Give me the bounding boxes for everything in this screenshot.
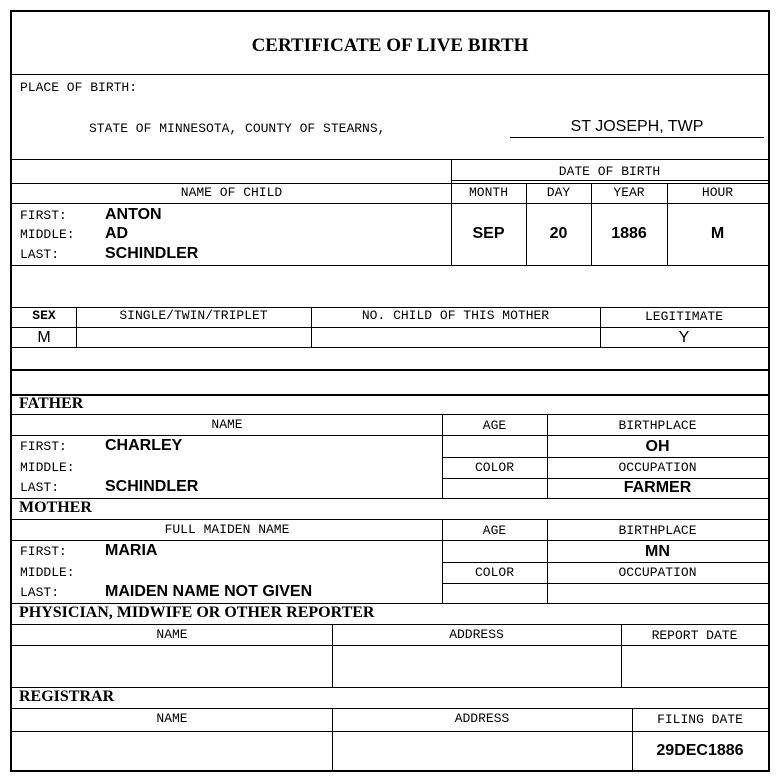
rule xyxy=(12,327,768,328)
registrar-name-label: NAME xyxy=(156,711,188,726)
sex-value: M xyxy=(37,329,51,346)
plurality-label: SINGLE/TWIN/TRIPLET xyxy=(119,308,268,323)
father-birthplace: OH xyxy=(645,438,670,455)
mother-middle-label: MIDDLE: xyxy=(20,565,75,580)
child-first-name: ANTON xyxy=(105,206,162,223)
birth-day: 20 xyxy=(549,225,568,242)
filing-date: 29DEC1886 xyxy=(656,742,744,759)
father-last-name: SCHINDLER xyxy=(105,478,199,495)
date-of-birth-header: DATE OF BIRTH xyxy=(558,164,661,179)
rule xyxy=(12,414,768,415)
mother-first-label: FIRST: xyxy=(20,544,67,559)
physician-address-label: ADDRESS xyxy=(449,627,504,642)
hour-label: HOUR xyxy=(701,185,734,200)
rule xyxy=(12,159,768,160)
birth-hour: M xyxy=(710,225,725,242)
registrar-section-heading: REGISTRAR xyxy=(19,688,115,705)
rule xyxy=(442,478,768,479)
rule xyxy=(442,583,768,584)
rule xyxy=(12,519,768,520)
child-first-label: FIRST: xyxy=(20,208,67,223)
rule xyxy=(451,180,768,181)
father-birthplace-label: BIRTHPLACE xyxy=(618,418,697,433)
rule xyxy=(12,265,768,266)
rule xyxy=(12,203,768,204)
rule xyxy=(12,183,768,184)
mother-first-name: MARIA xyxy=(105,542,158,559)
mother-birthplace: MN xyxy=(645,543,670,560)
child-middle-name: AD xyxy=(105,225,129,242)
rule xyxy=(442,562,768,563)
father-age-label: AGE xyxy=(482,418,507,433)
mother-section-heading: MOTHER xyxy=(19,499,92,516)
mother-occupation-label: OCCUPATION xyxy=(618,565,697,580)
rule xyxy=(12,369,768,371)
mother-name-header: FULL MAIDEN NAME xyxy=(164,522,290,537)
mother-color-label: COLOR xyxy=(474,565,514,580)
certificate-title: CERTIFICATE OF LIVE BIRTH xyxy=(251,35,529,56)
township-value: ST JOSEPH, TWP xyxy=(570,118,704,135)
township-underline xyxy=(510,137,764,138)
child-number-label: NO. CHILD OF THIS MOTHER xyxy=(361,308,550,323)
father-first-label: FIRST: xyxy=(20,439,67,454)
rule xyxy=(12,731,768,732)
rule xyxy=(12,624,768,625)
filing-date-label: FILING DATE xyxy=(657,712,743,727)
father-name-header: NAME xyxy=(211,417,243,432)
day-label: DAY xyxy=(546,185,571,200)
state-county-text: STATE OF MINNESOTA, COUNTY OF STEARNS, xyxy=(89,121,386,136)
report-date-label: REPORT DATE xyxy=(651,628,738,643)
registrar-address-label: ADDRESS xyxy=(454,711,510,726)
year-label: YEAR xyxy=(613,185,645,200)
rule xyxy=(12,645,768,646)
father-last-label: LAST: xyxy=(20,480,60,495)
rule xyxy=(12,687,768,688)
mother-age-label: AGE xyxy=(482,523,507,538)
birth-month: SEP xyxy=(472,225,505,242)
birth-year: 1886 xyxy=(611,225,647,242)
father-color-label: COLOR xyxy=(474,460,514,475)
rule xyxy=(12,394,768,396)
rule xyxy=(12,74,768,75)
child-last-name: SCHINDLER xyxy=(105,245,199,262)
father-occupation: FARMER xyxy=(623,479,692,496)
rule xyxy=(12,498,768,499)
rule xyxy=(12,435,768,436)
name-of-child-header: NAME OF CHILD xyxy=(180,185,283,200)
father-first-name: CHARLEY xyxy=(105,437,183,454)
rule xyxy=(12,708,768,709)
place-of-birth-label: PLACE OF BIRTH: xyxy=(20,80,138,95)
rule xyxy=(12,540,768,541)
father-occupation-label: OCCUPATION xyxy=(618,460,697,475)
legitimate-value: Y xyxy=(678,329,690,346)
mother-last-label: LAST: xyxy=(20,585,60,600)
father-section-heading: FATHER xyxy=(19,395,84,412)
sex-label: SEX xyxy=(32,308,56,323)
month-label: MONTH xyxy=(468,185,508,200)
physician-name-label: NAME xyxy=(156,627,188,642)
physician-section-heading: PHYSICIAN, MIDWIFE OR OTHER REPORTER xyxy=(19,604,375,621)
rule xyxy=(12,347,768,348)
child-last-label: LAST: xyxy=(20,247,60,262)
mother-last-name: MAIDEN NAME NOT GIVEN xyxy=(105,583,313,600)
legitimate-label: LEGITIMATE xyxy=(644,309,723,324)
mother-birthplace-label: BIRTHPLACE xyxy=(618,523,697,538)
rule xyxy=(442,457,768,458)
father-middle-label: MIDDLE: xyxy=(20,460,75,475)
child-middle-label: MIDDLE: xyxy=(20,227,75,242)
birth-certificate xyxy=(10,10,770,772)
